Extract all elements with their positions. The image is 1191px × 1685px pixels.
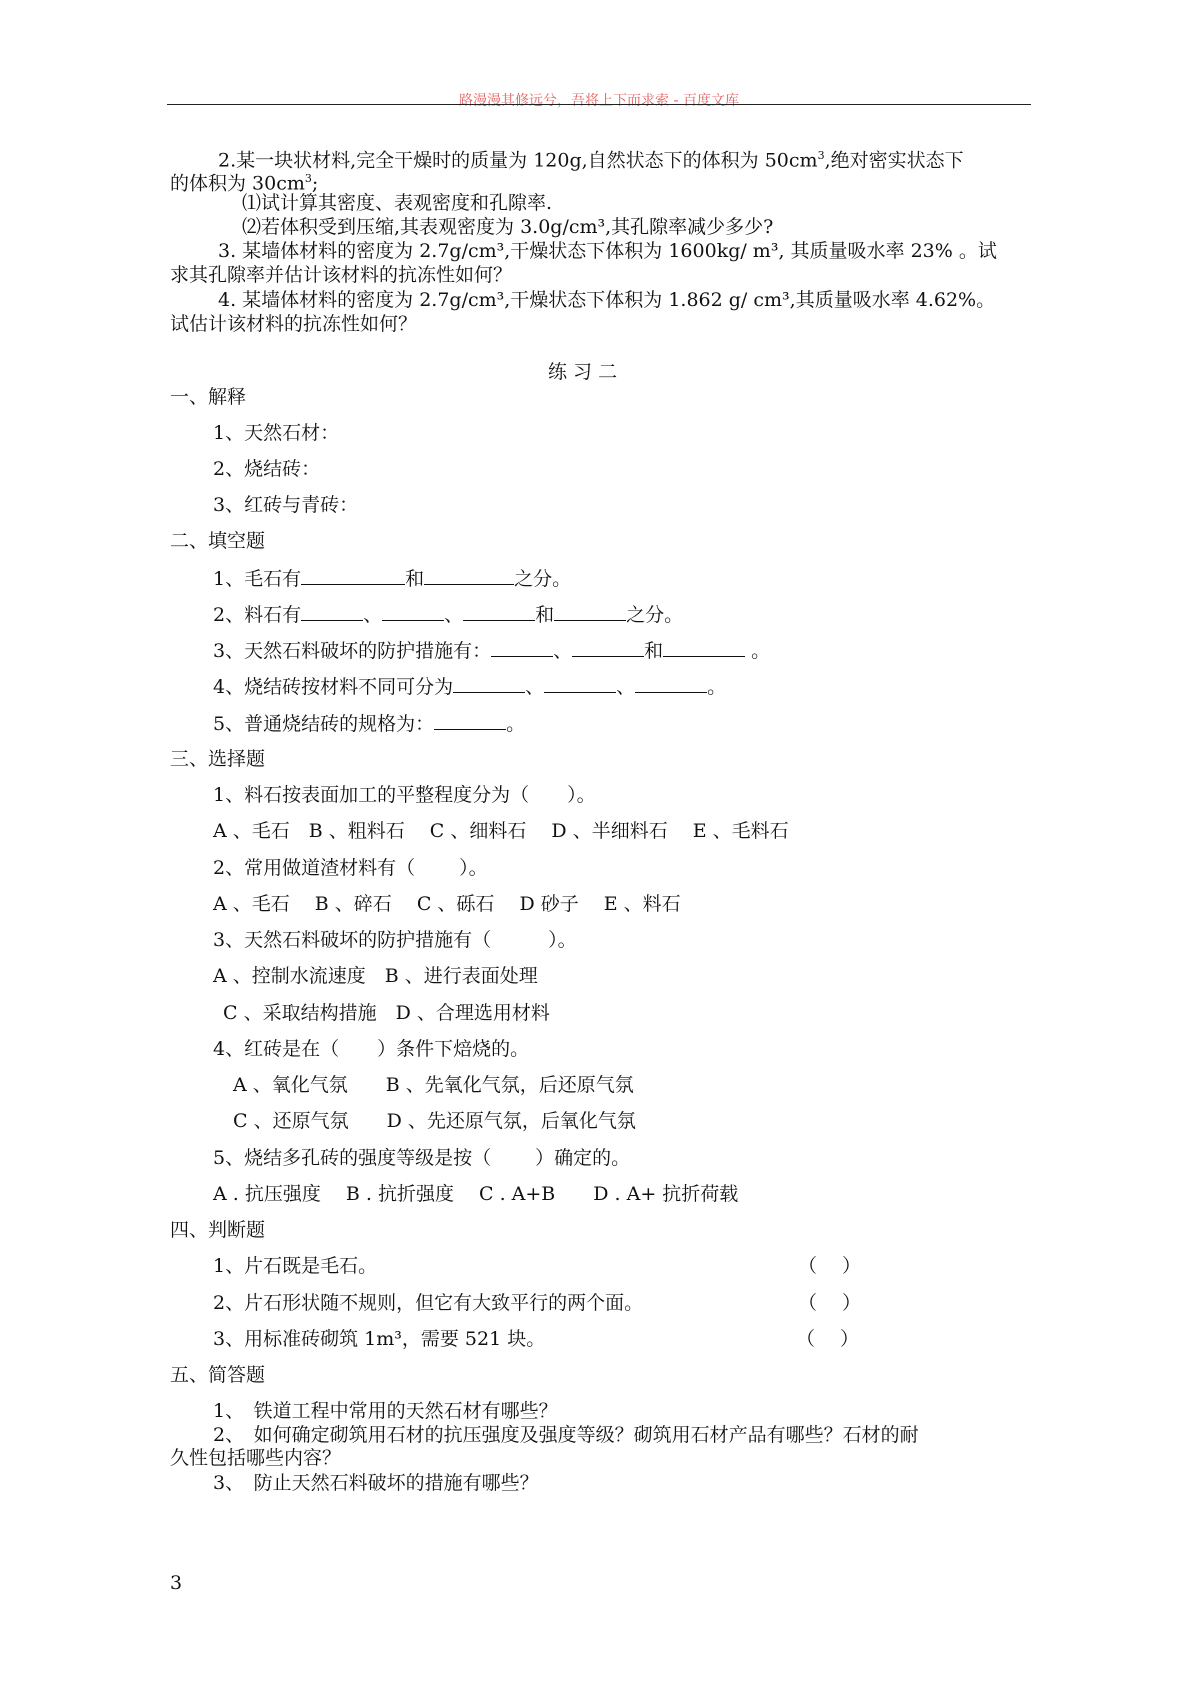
- blank-2d[interactable]: [554, 602, 626, 621]
- explain-item-2: 2、烧结砖：: [213, 458, 321, 480]
- blank-2c[interactable]: [463, 602, 535, 621]
- choice-q5: 5、烧结多孔砖的强度等级是按（ ）确定的。: [213, 1147, 631, 1169]
- fill-blank-item-3: 3、天然石料破坏的防护措施有： 、 和 。: [213, 640, 771, 662]
- short-answer-q3: 3、 防止天然石料破坏的措施有哪些？: [213, 1472, 539, 1494]
- blank-4a[interactable]: [453, 674, 525, 693]
- exercise-2-sub-1: ⑴试计算其密度、表观密度和孔隙率.: [242, 192, 553, 214]
- choice-q1-options: A 、毛石 B 、粗料石 C 、细料石 D 、半细料石 E 、毛料石: [213, 820, 789, 842]
- section-heading-short-answer: 五、简答题: [170, 1364, 266, 1386]
- blank-2a[interactable]: [301, 602, 363, 621]
- explain-item-3: 3、红砖与青砖：: [213, 494, 359, 516]
- exercise-2-line-1: 2.某一块状材料,完全干燥时的质量为 120g,自然状态下的体积为 $50cm^3$,绝对密实状态下: [218, 149, 964, 172]
- fill-blank-item-1: 1、毛石有 和 之分。: [213, 568, 572, 590]
- blank-1a[interactable]: [301, 566, 405, 585]
- short-answer-q1: 1、 铁道工程中常用的天然石材有哪些？: [213, 1400, 558, 1422]
- judgement-item-3: 3、用标准砖砌筑 1m³，需要 521 块。: [213, 1328, 546, 1350]
- short-answer-q2-line-2: 久性包括哪些内容？: [170, 1447, 342, 1469]
- blank-4c[interactable]: [635, 674, 707, 693]
- header-divider: [167, 104, 1031, 105]
- blank-1b[interactable]: [424, 566, 514, 585]
- exercise-2-sub-2: ⑵若体积受到压缩,其表观密度为 3.0g/cm³,其孔隙率减少多少?: [242, 216, 774, 238]
- choice-q2: 2、常用做道渣材料有（ ）。: [213, 857, 488, 879]
- choice-q5-options: A . 抗压强度 B . 抗折强度 C . A+B D . A+ 抗折荷载: [213, 1183, 739, 1205]
- explain-item-1: 1、天然石材：: [213, 422, 340, 444]
- fill-blank-item-4: 4、烧结砖按材料不同可分为 、 、 。: [213, 676, 727, 698]
- judgement-answer-1[interactable]: （ ）: [798, 1255, 862, 1277]
- blank-4b[interactable]: [544, 674, 616, 693]
- choice-q4: 4、红砖是在（ ）条件下焙烧的。: [213, 1038, 530, 1060]
- fill-blank-item-2: 2、料石有 、 、 和 之分。: [213, 604, 684, 626]
- choice-q3-options-2: C 、采取结构措施 D 、合理选用材料: [223, 1002, 550, 1024]
- exercise-4-line-2: 试估计该材料的抗冻性如何？: [170, 313, 418, 335]
- exercise-2-line-2: 的体积为 $30cm^3$;: [170, 172, 319, 195]
- blank-2b[interactable]: [382, 602, 444, 621]
- choice-q3-options-1: A 、控制水流速度 B 、进行表面处理: [213, 965, 538, 987]
- exercise-3-line-1: 3. 某墙体材料的密度为 2.7g/cm³,干燥状态下体积为 1600kg/ m³, 其质量吸水率 23% 。试: [218, 240, 997, 262]
- blank-5a[interactable]: [434, 711, 506, 730]
- judgement-answer-2[interactable]: （ ）: [798, 1292, 862, 1314]
- choice-q2-options: A 、毛石 B 、碎石 C 、砾石 D 砂子 E 、料石: [213, 893, 681, 915]
- blank-3a[interactable]: [491, 638, 553, 657]
- exercise-4-line-1: 4. 某墙体材料的密度为 2.7g/cm³,干燥状态下体积为 1.862 g/ cm³,其质量吸水率 4.62%。: [218, 289, 996, 311]
- section-heading-judgement: 四、判断题: [170, 1219, 266, 1241]
- choice-q3: 3、天然石料破坏的防护措施有（ ）。: [213, 929, 577, 951]
- blank-3b[interactable]: [572, 638, 644, 657]
- page-header-watermark: 路漫漫其修远兮，吾将上下而求索 - 百度文库: [459, 93, 739, 109]
- choice-q4-options-2: C 、还原气氛 D 、先还原气氛，后氧化气氛: [233, 1110, 636, 1132]
- fill-blank-item-5: 5、普通烧结砖的规格为： 。: [213, 713, 526, 735]
- judgement-item-1: 1、片石既是毛石。: [213, 1255, 378, 1277]
- choice-q4-options-1: A 、氧化气氛 B 、先氧化气氛，后还原气氛: [233, 1074, 634, 1096]
- page-number: 3: [170, 1572, 183, 1594]
- blank-3c[interactable]: [663, 638, 745, 657]
- exercise-3-line-2: 求其孔隙率并估计该材料的抗冻性如何？: [170, 264, 513, 286]
- section-title: 练 习 二: [548, 361, 618, 383]
- judgement-item-2: 2、片石形状随不规则，但它有大致平行的两个面。: [213, 1292, 644, 1314]
- section-heading-fill-blank: 二、填空题: [170, 530, 266, 552]
- short-answer-q2-line-1: 2、 如何确定砌筑用石材的抗压强度及强度等级？砌筑用石材产品有哪些？石材的耐: [213, 1424, 919, 1446]
- section-heading-explain: 一、解释: [170, 386, 247, 408]
- section-heading-choice: 三、选择题: [170, 748, 266, 770]
- choice-q1: 1、料石按表面加工的平整程度分为（ ）。: [213, 784, 596, 806]
- judgement-answer-3[interactable]: （ ）: [796, 1328, 860, 1350]
